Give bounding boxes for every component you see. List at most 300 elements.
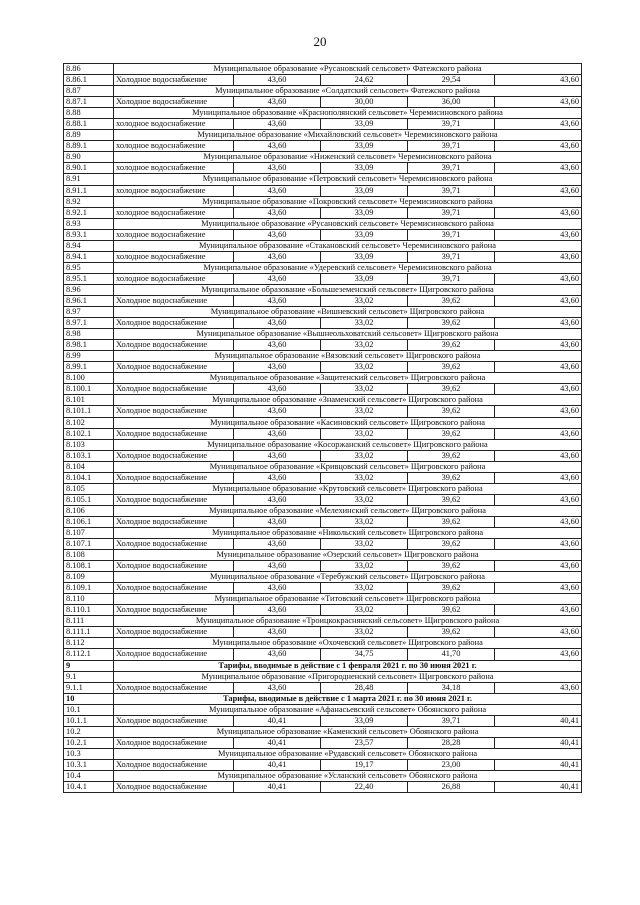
tariff-value: 43,60 xyxy=(495,384,582,395)
tariff-value: 40,41 xyxy=(495,737,582,748)
tariff-value: 33,02 xyxy=(321,561,408,572)
service-name: холодное водоснабжение xyxy=(114,185,234,196)
row-number: 8.110 xyxy=(64,594,114,605)
municipality-row xyxy=(64,771,582,782)
row-number: 8.90.1 xyxy=(64,163,114,174)
row-number: 8.100 xyxy=(64,373,114,384)
tariff-value: 39,62 xyxy=(408,340,495,351)
tariff-value: 24,62 xyxy=(321,75,408,86)
tariff-value: 39,71 xyxy=(408,273,495,284)
row-number: 8.91.1 xyxy=(64,185,114,196)
tariff-value: 33,09 xyxy=(321,273,408,284)
table-row xyxy=(64,516,582,527)
municipality-row xyxy=(64,550,582,561)
municipality-heading: Муниципальное образование «Покровский сельсовет» Черемисиновского района xyxy=(114,196,582,207)
tariff-value: 33,09 xyxy=(321,251,408,262)
tariff-value: 33,02 xyxy=(321,627,408,638)
table-row xyxy=(64,97,582,108)
service-name: Холодное водоснабжение xyxy=(114,318,234,329)
tariff-value: 43,60 xyxy=(234,649,321,660)
tariff-value: 33,02 xyxy=(321,472,408,483)
row-number: 8.105 xyxy=(64,483,114,494)
tariff-value: 40,41 xyxy=(234,782,321,793)
row-number: 8.103 xyxy=(64,439,114,450)
row-number: 8.101.1 xyxy=(64,406,114,417)
row-number: 9.1 xyxy=(64,671,114,682)
municipality-row xyxy=(64,572,582,583)
tariff-value: 43,60 xyxy=(495,318,582,329)
municipality-row xyxy=(64,395,582,406)
tariff-value: 43,60 xyxy=(234,583,321,594)
municipality-row xyxy=(64,86,582,97)
tariff-value: 43,60 xyxy=(495,516,582,527)
service-name: Холодное водоснабжение xyxy=(114,516,234,527)
row-number: 10.1.1 xyxy=(64,715,114,726)
table-row xyxy=(64,318,582,329)
table-row xyxy=(64,450,582,461)
tariff-value: 43,60 xyxy=(234,273,321,284)
municipality-row xyxy=(64,351,582,362)
tariff-value: 33,09 xyxy=(321,163,408,174)
tariff-value: 43,60 xyxy=(234,229,321,240)
row-number: 8.94 xyxy=(64,240,114,251)
tariff-value: 43,60 xyxy=(234,340,321,351)
row-number: 8.108 xyxy=(64,550,114,561)
municipality-row xyxy=(64,152,582,163)
tariff-value: 39,62 xyxy=(408,318,495,329)
row-number: 8.95.1 xyxy=(64,273,114,284)
tariff-value: 43,60 xyxy=(495,340,582,351)
municipality-row xyxy=(64,616,582,627)
table-row xyxy=(64,185,582,196)
tariff-value: 43,60 xyxy=(495,163,582,174)
service-name: Холодное водоснабжение xyxy=(114,428,234,439)
table-row xyxy=(64,75,582,86)
row-number: 10.2 xyxy=(64,726,114,737)
municipality-heading: Муниципальное образование «Озерский сельсовет» Щигровского района xyxy=(114,550,582,561)
table-row xyxy=(64,627,582,638)
municipality-heading: Муниципальное образование «Крутовский сельсовет» Щигровского района xyxy=(114,483,582,494)
table-row xyxy=(64,207,582,218)
tariff-value: 33,02 xyxy=(321,406,408,417)
row-number: 8.110.1 xyxy=(64,605,114,616)
table-row xyxy=(64,163,582,174)
tariff-value: 29,54 xyxy=(408,75,495,86)
row-number: 8.89 xyxy=(64,130,114,141)
service-name: Холодное водоснабжение xyxy=(114,715,234,726)
municipality-heading: Муниципальное образование «Охочевский сельсовет» Щигровского района xyxy=(114,638,582,649)
municipality-row xyxy=(64,439,582,450)
row-number: 8.112.1 xyxy=(64,649,114,660)
tariff-value: 39,62 xyxy=(408,605,495,616)
row-number: 10.4.1 xyxy=(64,782,114,793)
tariff-value: 39,62 xyxy=(408,561,495,572)
row-number: 10.1 xyxy=(64,704,114,715)
tariff-value: 33,02 xyxy=(321,605,408,616)
tariff-value: 40,41 xyxy=(495,715,582,726)
tariff-value: 19,17 xyxy=(321,759,408,770)
tariff-value: 40,41 xyxy=(234,715,321,726)
municipality-heading: Муниципальное образование «Большеземенский сельсовет» Щигровского района xyxy=(114,284,582,295)
service-name: Холодное водоснабжение xyxy=(114,340,234,351)
row-number: 8.106 xyxy=(64,505,114,516)
municipality-row xyxy=(64,704,582,715)
row-number: 10.4 xyxy=(64,771,114,782)
row-number: 8.87.1 xyxy=(64,97,114,108)
service-name: холодное водоснабжение xyxy=(114,251,234,262)
table-row xyxy=(64,759,582,770)
tariff-value: 33,09 xyxy=(321,715,408,726)
row-number: 8.104 xyxy=(64,461,114,472)
tariff-value: 36,00 xyxy=(408,97,495,108)
row-number: 8.111 xyxy=(64,616,114,627)
municipality-heading: Муниципальное образование «Троицкокраснянский сельсовет» Щигровского района xyxy=(114,616,582,627)
municipality-row xyxy=(64,483,582,494)
row-number: 8.100.1 xyxy=(64,384,114,395)
table-row xyxy=(64,251,582,262)
tariff-value: 33,09 xyxy=(321,119,408,130)
row-number: 8.105.1 xyxy=(64,494,114,505)
tariff-value: 43,60 xyxy=(234,406,321,417)
municipality-row xyxy=(64,638,582,649)
tariff-value: 39,62 xyxy=(408,494,495,505)
municipality-row xyxy=(64,218,582,229)
tariff-value: 33,09 xyxy=(321,141,408,152)
table-row xyxy=(64,141,582,152)
table-row xyxy=(64,362,582,373)
tariff-value: 43,60 xyxy=(495,583,582,594)
municipality-row xyxy=(64,196,582,207)
section-row xyxy=(64,660,582,671)
tariff-value: 43,60 xyxy=(234,207,321,218)
service-name: Холодное водоснабжение xyxy=(114,384,234,395)
row-number: 8.92 xyxy=(64,196,114,207)
tariff-value: 43,60 xyxy=(234,428,321,439)
table-row xyxy=(64,682,582,693)
service-name: Холодное водоснабжение xyxy=(114,362,234,373)
row-number: 8.102 xyxy=(64,417,114,428)
table-row xyxy=(64,428,582,439)
tariff-value: 39,71 xyxy=(408,185,495,196)
tariff-value: 43,60 xyxy=(234,295,321,306)
service-name: холодное водоснабжение xyxy=(114,229,234,240)
row-number: 8.107 xyxy=(64,527,114,538)
tariff-value: 43,60 xyxy=(234,627,321,638)
tariff-value: 43,60 xyxy=(234,318,321,329)
row-number: 8.109 xyxy=(64,572,114,583)
municipality-heading: Муниципальное образование «Вязовский сельсовет» Щигровского района xyxy=(114,351,582,362)
row-number: 8.92.1 xyxy=(64,207,114,218)
tariff-value: 40,41 xyxy=(495,782,582,793)
municipality-row xyxy=(64,594,582,605)
municipality-heading: Муниципальное образование «Каменский сельсовет» Обоянского района xyxy=(114,726,582,737)
municipality-heading: Муниципальное образование «Рудавский сельсовет» Обоянского района xyxy=(114,748,582,759)
tariff-value: 43,60 xyxy=(495,75,582,86)
service-name: Холодное водоснабжение xyxy=(114,759,234,770)
municipality-row xyxy=(64,373,582,384)
tariff-value: 43,60 xyxy=(495,561,582,572)
tariff-value: 33,02 xyxy=(321,428,408,439)
tariff-value: 43,60 xyxy=(495,229,582,240)
municipality-row xyxy=(64,307,582,318)
tariff-value: 43,60 xyxy=(234,539,321,550)
tariff-value: 33,02 xyxy=(321,494,408,505)
municipality-row xyxy=(64,130,582,141)
tariff-value: 33,02 xyxy=(321,516,408,527)
row-number: 8.99.1 xyxy=(64,362,114,373)
municipality-heading: Муниципальное образование «Стакановский сельсовет» Черемисиновского района xyxy=(114,240,582,251)
municipality-heading: Муниципальное образование «Никольский сельсовет» Щигровского района xyxy=(114,527,582,538)
tariff-value: 43,60 xyxy=(495,119,582,130)
municipality-row xyxy=(64,284,582,295)
service-name: Холодное водоснабжение xyxy=(114,539,234,550)
tariff-value: 43,60 xyxy=(234,119,321,130)
row-number: 8.98 xyxy=(64,329,114,340)
service-name: Холодное водоснабжение xyxy=(114,494,234,505)
tariff-value: 39,62 xyxy=(408,406,495,417)
row-number: 10 xyxy=(64,693,114,704)
tariff-value: 39,62 xyxy=(408,384,495,395)
tariff-value: 43,60 xyxy=(234,75,321,86)
table-row xyxy=(64,472,582,483)
municipality-row xyxy=(64,671,582,682)
row-number: 8.98.1 xyxy=(64,340,114,351)
service-name: Холодное водоснабжение xyxy=(114,472,234,483)
service-name: холодное водоснабжение xyxy=(114,273,234,284)
row-number: 8.107.1 xyxy=(64,539,114,550)
row-number: 8.86.1 xyxy=(64,75,114,86)
tariff-value: 43,60 xyxy=(234,450,321,461)
row-number: 8.86 xyxy=(64,64,114,75)
municipality-row xyxy=(64,64,582,75)
tariff-value: 43,60 xyxy=(234,605,321,616)
tariff-value: 43,60 xyxy=(495,185,582,196)
tariff-value: 43,60 xyxy=(495,97,582,108)
tariff-value: 43,60 xyxy=(234,561,321,572)
tariff-value: 40,41 xyxy=(234,737,321,748)
municipality-row xyxy=(64,174,582,185)
tariff-value: 39,62 xyxy=(408,472,495,483)
tariff-value: 39,71 xyxy=(408,715,495,726)
municipality-heading: Муниципальное образование «Вышнеольховатский сельсовет» Щигровского района xyxy=(114,329,582,340)
tariff-value: 33,02 xyxy=(321,340,408,351)
service-name: Холодное водоснабжение xyxy=(114,682,234,693)
municipality-heading: Муниципальное образование «Краснополянский сельсовет» Черемисиновского района xyxy=(114,108,582,119)
municipality-row xyxy=(64,748,582,759)
tariff-value: 43,60 xyxy=(495,251,582,262)
tariff-value: 41,70 xyxy=(408,649,495,660)
row-number: 8.106.1 xyxy=(64,516,114,527)
tariff-value: 39,62 xyxy=(408,450,495,461)
section-heading: Тарифы, вводимые в действие с 1 февраля 2021 г. по 30 июня 2021 г. xyxy=(114,660,582,671)
service-name: холодное водоснабжение xyxy=(114,141,234,152)
tariff-value: 33,02 xyxy=(321,583,408,594)
tariff-value: 33,02 xyxy=(321,384,408,395)
municipality-heading: Муниципальное образование «Удеревский сельсовет» Черемисиновского района xyxy=(114,262,582,273)
tariff-value: 43,60 xyxy=(495,649,582,660)
service-name: Холодное водоснабжение xyxy=(114,97,234,108)
municipality-heading: Муниципальное образование «Пригородненский сельсовет» Щигровского района xyxy=(114,671,582,682)
row-number: 8.109.1 xyxy=(64,583,114,594)
tariff-value: 43,60 xyxy=(495,627,582,638)
row-number: 8.96 xyxy=(64,284,114,295)
tariff-value: 26,88 xyxy=(408,782,495,793)
tariff-value: 40,41 xyxy=(234,759,321,770)
service-name: холодное водоснабжение xyxy=(114,163,234,174)
tariff-value: 43,60 xyxy=(234,494,321,505)
tariff-value: 43,60 xyxy=(234,516,321,527)
service-name: холодное водоснабжение xyxy=(114,119,234,130)
row-number: 8.91 xyxy=(64,174,114,185)
municipality-heading: Муниципальное образование «Знаменский сельсовет» Щигровского района xyxy=(114,395,582,406)
service-name: Холодное водоснабжение xyxy=(114,627,234,638)
row-number: 8.94.1 xyxy=(64,251,114,262)
tariff-value: 39,62 xyxy=(408,516,495,527)
row-number: 8.87 xyxy=(64,86,114,97)
tariff-value: 43,60 xyxy=(495,362,582,373)
table-row xyxy=(64,273,582,284)
tariff-value: 39,71 xyxy=(408,163,495,174)
row-number: 8.108.1 xyxy=(64,561,114,572)
municipality-row xyxy=(64,108,582,119)
tariff-value: 33,02 xyxy=(321,318,408,329)
municipality-heading: Муниципальное образование «Афанасьевский сельсовет» Обоянского района xyxy=(114,704,582,715)
service-name: Холодное водоснабжение xyxy=(114,295,234,306)
table-row xyxy=(64,715,582,726)
page-number: 20 xyxy=(313,34,327,49)
tariff-value: 23,57 xyxy=(321,737,408,748)
municipality-row xyxy=(64,262,582,273)
municipality-heading: Муниципальное образование «Солдатский сельсовет» Фатежского района xyxy=(114,86,582,97)
tariff-value: 33,09 xyxy=(321,229,408,240)
tariff-value: 43,60 xyxy=(495,273,582,284)
row-number: 8.112 xyxy=(64,638,114,649)
row-number: 8.104.1 xyxy=(64,472,114,483)
row-number: 8.111.1 xyxy=(64,627,114,638)
municipality-heading: Муниципальное образование «Усланский сельсовет» Обоянского района xyxy=(114,771,582,782)
table-row xyxy=(64,340,582,351)
row-number: 8.96.1 xyxy=(64,295,114,306)
row-number: 8.97.1 xyxy=(64,318,114,329)
municipality-heading: Муниципальное образование «Ниженский сельсовет» Черемисиновского района xyxy=(114,152,582,163)
table-row xyxy=(64,649,582,660)
tariff-value: 34,18 xyxy=(408,682,495,693)
table-row xyxy=(64,119,582,130)
tariff-value: 43,60 xyxy=(495,428,582,439)
row-number: 8.101 xyxy=(64,395,114,406)
service-name: Холодное водоснабжение xyxy=(114,406,234,417)
municipality-row xyxy=(64,240,582,251)
service-name: Холодное водоснабжение xyxy=(114,649,234,660)
municipality-row xyxy=(64,461,582,472)
row-number: 8.95 xyxy=(64,262,114,273)
row-number: 8.102.1 xyxy=(64,428,114,439)
tariff-value: 43,60 xyxy=(234,362,321,373)
tariff-value: 43,60 xyxy=(495,539,582,550)
tariff-value: 39,71 xyxy=(408,141,495,152)
service-name: Холодное водоснабжение xyxy=(114,450,234,461)
tariff-value: 43,60 xyxy=(234,251,321,262)
tariff-value: 39,62 xyxy=(408,295,495,306)
table-row xyxy=(64,782,582,793)
tariff-value: 43,60 xyxy=(234,97,321,108)
row-number: 10.3 xyxy=(64,748,114,759)
municipality-heading: Муниципальное образование «Защитенский сельсовет» Щигровского района xyxy=(114,373,582,384)
tariff-value: 39,71 xyxy=(408,251,495,262)
tariff-value: 39,62 xyxy=(408,539,495,550)
municipality-row xyxy=(64,417,582,428)
service-name: Холодное водоснабжение xyxy=(114,583,234,594)
section-row xyxy=(64,693,582,704)
row-number: 8.103.1 xyxy=(64,450,114,461)
row-number: 8.93 xyxy=(64,218,114,229)
tariff-value: 43,60 xyxy=(495,472,582,483)
tariff-value: 43,60 xyxy=(234,163,321,174)
service-name: Холодное водоснабжение xyxy=(114,737,234,748)
table-row xyxy=(64,583,582,594)
tariff-value: 28,48 xyxy=(321,682,408,693)
tariff-value: 43,60 xyxy=(495,450,582,461)
table-row xyxy=(64,561,582,572)
section-heading: Тарифы, вводимые в действие с 1 марта 2021 г. по 30 июня 2021 г. xyxy=(114,693,582,704)
tariff-value: 43,60 xyxy=(234,472,321,483)
tariff-value: 39,71 xyxy=(408,229,495,240)
tariff-value: 39,62 xyxy=(408,362,495,373)
tariff-value: 23,00 xyxy=(408,759,495,770)
row-number: 8.88 xyxy=(64,108,114,119)
row-number: 8.93.1 xyxy=(64,229,114,240)
tariff-value: 39,71 xyxy=(408,207,495,218)
row-number: 8.97 xyxy=(64,307,114,318)
table-row xyxy=(64,737,582,748)
service-name: Холодное водоснабжение xyxy=(114,561,234,572)
tariff-value: 43,60 xyxy=(234,682,321,693)
municipality-heading: Муниципальное образование «Теребужский сельсовет» Щигровского района xyxy=(114,572,582,583)
service-name: Холодное водоснабжение xyxy=(114,75,234,86)
municipality-row xyxy=(64,329,582,340)
municipality-heading: Муниципальное образование «Петровский сельсовет» Черемисиновского района xyxy=(114,174,582,185)
tariff-value: 33,02 xyxy=(321,450,408,461)
table-row xyxy=(64,605,582,616)
tariff-value: 39,62 xyxy=(408,627,495,638)
tariff-value: 33,02 xyxy=(321,295,408,306)
municipality-heading: Муниципальное образование «Михайловский сельсовет» Черемисиновского района xyxy=(114,130,582,141)
tariff-value: 34,75 xyxy=(321,649,408,660)
table-row xyxy=(64,539,582,550)
table-row xyxy=(64,295,582,306)
service-name: холодное водоснабжение xyxy=(114,207,234,218)
municipality-heading: Муниципальное образование «Косоржанский сельсовет» Щигровского района xyxy=(114,439,582,450)
tariff-value: 30,00 xyxy=(321,97,408,108)
municipality-heading: Муниципальное образование «Русановский сельсовет» Черемисиновского района xyxy=(114,218,582,229)
tariff-value: 43,60 xyxy=(234,384,321,395)
municipality-row xyxy=(64,505,582,516)
row-number: 10.3.1 xyxy=(64,759,114,770)
tariff-value: 43,60 xyxy=(495,141,582,152)
tariff-value: 33,09 xyxy=(321,207,408,218)
tariff-value: 33,02 xyxy=(321,362,408,373)
municipality-row xyxy=(64,527,582,538)
tariff-value: 43,60 xyxy=(495,605,582,616)
tariff-value: 40,41 xyxy=(495,759,582,770)
service-name: Холодное водоснабжение xyxy=(114,782,234,793)
tariff-value: 22,40 xyxy=(321,782,408,793)
table-row xyxy=(64,229,582,240)
service-name: Холодное водоснабжение xyxy=(114,605,234,616)
table-row xyxy=(64,384,582,395)
tariff-value: 33,09 xyxy=(321,185,408,196)
tariff-value: 43,60 xyxy=(495,295,582,306)
